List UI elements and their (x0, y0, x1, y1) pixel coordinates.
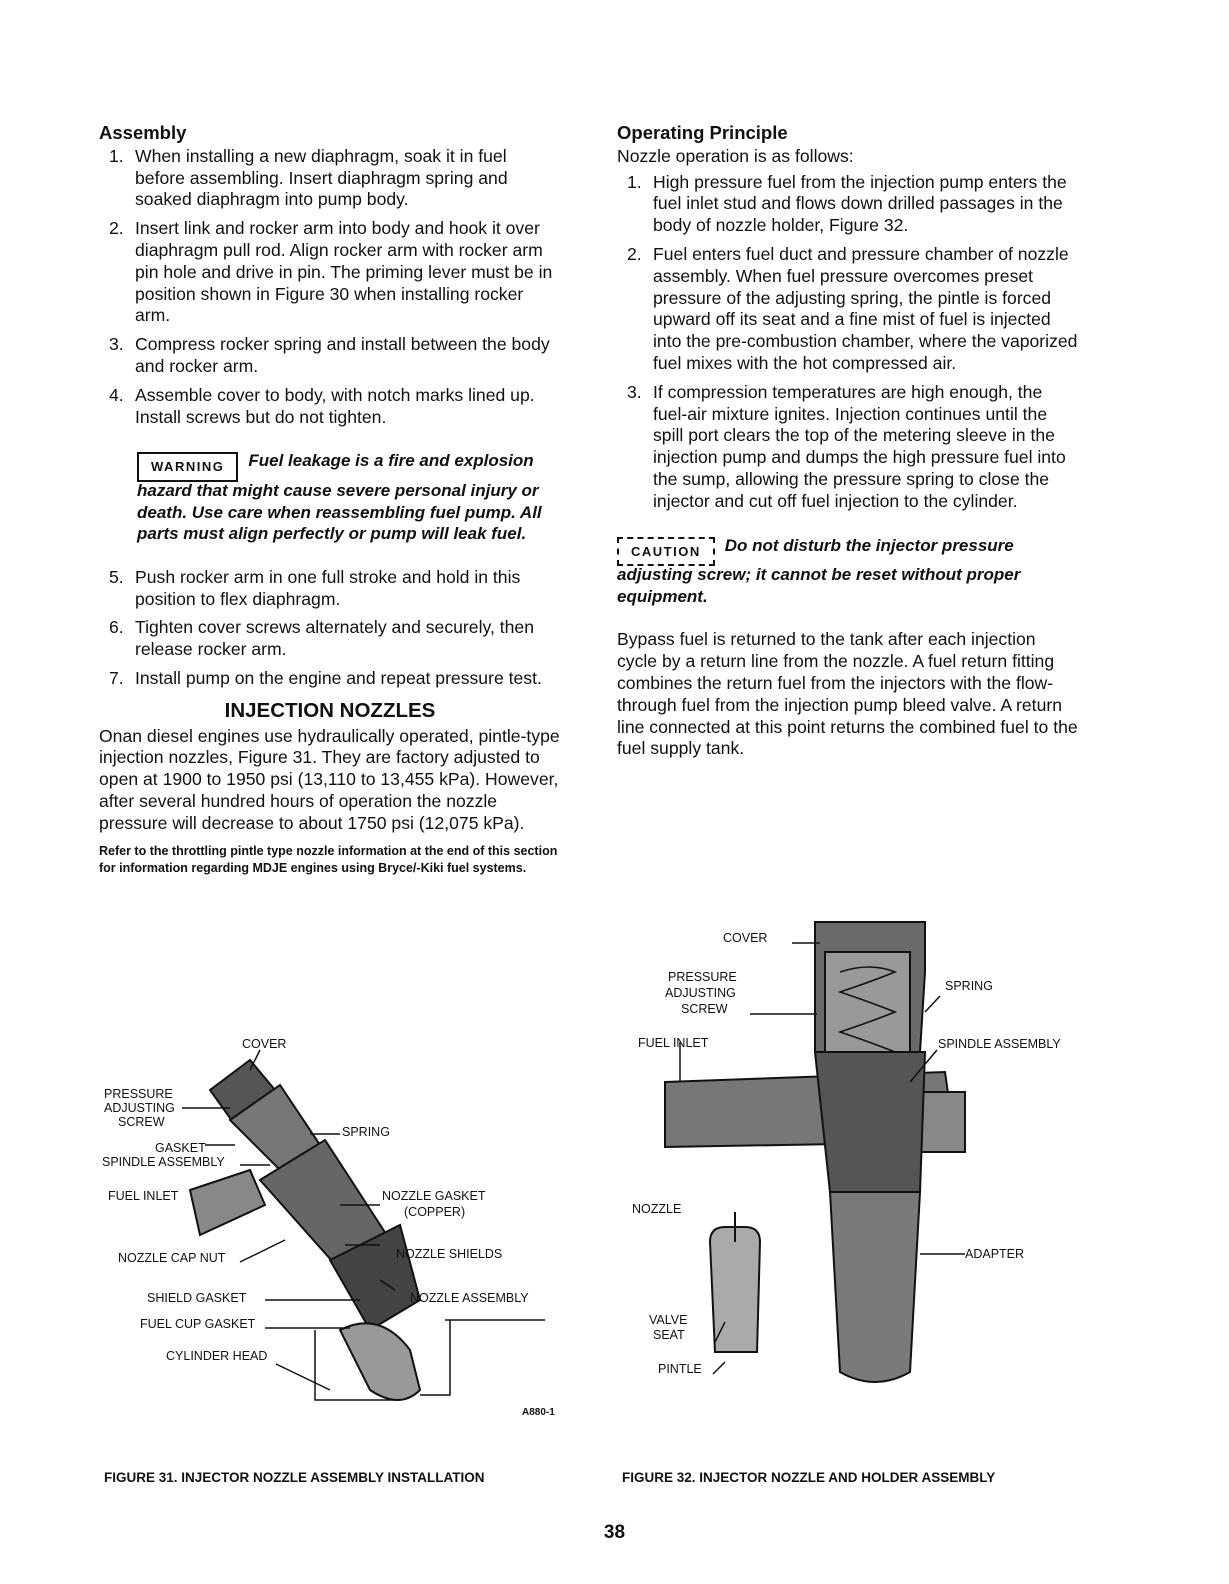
fig32-label-screw: SCREW (681, 1002, 728, 1016)
fig31-label-fuel-inlet: FUEL INLET (108, 1189, 179, 1203)
fig31-label-adjusting: ADJUSTING (104, 1101, 175, 1115)
fig31-label-nozzle-gasket: NOZZLE GASKET (382, 1189, 486, 1203)
fig31-label-spindle: SPINDLE ASSEMBLY (102, 1155, 225, 1169)
figure-32-caption: FIGURE 32. INJECTOR NOZZLE AND HOLDER ASSEMBLY (622, 1470, 996, 1485)
fig31-label-screw: SCREW (118, 1115, 165, 1129)
fig31-label-shield-gasket: SHIELD GASKET (147, 1291, 247, 1305)
fig32-label-cover: COVER (723, 931, 768, 945)
assembly-steps-a (99, 146, 561, 429)
section-paragraph: Onan diesel engines use hydraulically operated, pintle-type injection nozzles, Figure 31. They are factory adjusted to open at 1900 to 1950 psi (13,110 to 13,455 kPa). However, after several hundred hours of operation the nozzle pressure will decrease to about 1750 psi (12,075 kPa). (99, 725, 560, 833)
fig32-label-pressure: PRESSURE (668, 970, 737, 984)
bypass-paragraph: Bypass fuel is returned to the tank after each injection cycle by a return line from the nozzle. A fuel return fitting combines the return fuel from the injectors with the flow-through fuel from the injection pump bleed valve. A return line connected at this point returns the combined fuel to the fuel supply tank. (617, 629, 1078, 759)
warning-text: Fuel leakage is a fire and explosion hazard that might cause severe personal injury or death. Use care when reassembling fuel pump. All parts must align perfectly or pump will leak fuel. (137, 451, 542, 544)
left-column (99, 122, 561, 877)
list-item: 5. Push rocker arm in one full stroke and hold in this position to flex diaphragm. (109, 566, 521, 609)
fig32-label-adjusting: ADJUSTING (665, 986, 736, 1000)
fig32-label-adapter: ADAPTER (965, 1247, 1025, 1261)
fig31-label-fuel-cup-gasket: FUEL CUP GASKET (140, 1317, 256, 1331)
assembly-steps-b (99, 567, 561, 690)
figure-32-illustration (625, 912, 1095, 1412)
fig31-label-gasket: GASKET (155, 1141, 206, 1155)
page-number: 38 (603, 1522, 626, 1543)
figure-31-caption: FIGURE 31. INJECTOR NOZZLE ASSEMBLY INSTALLATION (104, 1470, 485, 1485)
caution-text: Do not disturb the injector pressure adjusting screw; it cannot be reset without proper equipment. (617, 535, 1021, 606)
list-item: 3. Compress rocker spring and install between the body and rocker arm. (109, 334, 550, 376)
section-heading: INJECTION NOZZLES (224, 698, 436, 722)
mdje-note: Refer to the throttling pintle type nozzle information at the end of this section for information regarding MDJE engines using Bryce/-Kiki fuel systems. (99, 843, 558, 875)
warning-notice (137, 450, 561, 544)
figure-31-illustration (100, 1030, 570, 1430)
list-item: 1. High pressure fuel from the injection pump enters the fuel inlet stud and flows down drilled passages in the body of nozzle holder, Figure 32. (627, 171, 1067, 236)
fig31-label-spring: SPRING (342, 1125, 390, 1139)
fig32-label-spring: SPRING (945, 979, 993, 993)
assembly-heading: Assembly (99, 122, 187, 143)
fig31-label-nozzle-assembly: NOZZLE ASSEMBLY (410, 1291, 529, 1305)
list-item: 3. If compression temperatures are high enough, the fuel-air mixture ignites. Injection continues until the spill port clears the top of the metering sleeve in the injection pump and dumps the high pressure fuel into the sump, allowing the pressure spring to close the injector and cut off fuel injection to the cylinder. (627, 381, 1066, 511)
list-item: 7. Install pump on the engine and repeat pressure test. (109, 667, 542, 688)
caution-notice (617, 535, 1079, 608)
fig32-label-seat: SEAT (653, 1328, 685, 1342)
operating-principle-heading: Operating Principle (617, 122, 788, 143)
fig31-label-nozzle-shields: NOZZLE SHIELDS (396, 1247, 503, 1261)
fig31-label-pressure: PRESSURE (104, 1087, 173, 1101)
list-item: 4. Assemble cover to body, with notch marks lined up. Install screws but do not tighten. (109, 384, 535, 427)
right-column (617, 122, 1079, 760)
fig32-label-pintle: PINTLE (658, 1362, 702, 1376)
list-item: 6. Tighten cover screws alternately and securely, then release rocker arm. (109, 617, 534, 660)
operating-steps (617, 172, 1079, 513)
warning-badge: WARNING (137, 452, 238, 482)
fig32-label-fuel-inlet: FUEL INLET (638, 1036, 709, 1050)
fig31-label-cylinder-head: CYLINDER HEAD (166, 1349, 268, 1363)
fig31-label-cap-nut: NOZZLE CAP NUT (118, 1251, 226, 1265)
intro-text: Nozzle operation is as follows: (617, 145, 854, 166)
fig32-label-spindle: SPINDLE ASSEMBLY (938, 1037, 1061, 1051)
caution-badge: CAUTION (617, 537, 715, 567)
list-item: 2. Insert link and rocker arm into body and hook it over diaphragm pull rod. Align rocker arm with rocker arm pin hole and drive in pin. The priming lever must be in position shown in Figure 30 when installing rocker arm. (109, 218, 553, 326)
list-item: 2. Fuel enters fuel duct and pressure chamber of nozzle assembly. When fuel pressure overcomes preset pressure of the adjusting spring, the pintle is forced upward off its seat and a fine mist of fuel is injected into the pre-combustion chamber, where the vaporized fuel mixes with the hot compressed air. (627, 243, 1078, 373)
fig31-code: A880-1 (522, 1407, 555, 1418)
fig32-label-nozzle: NOZZLE (632, 1202, 682, 1216)
fig31-label-cover: COVER (242, 1037, 287, 1051)
fig32-label-valve: VALVE (649, 1313, 688, 1327)
list-item: 1. When installing a new diaphragm, soak it in fuel before assembling. Insert diaphragm spring and soaked diaphragm into pump body. (109, 145, 508, 210)
fig31-label-copper: (COPPER) (404, 1205, 466, 1219)
